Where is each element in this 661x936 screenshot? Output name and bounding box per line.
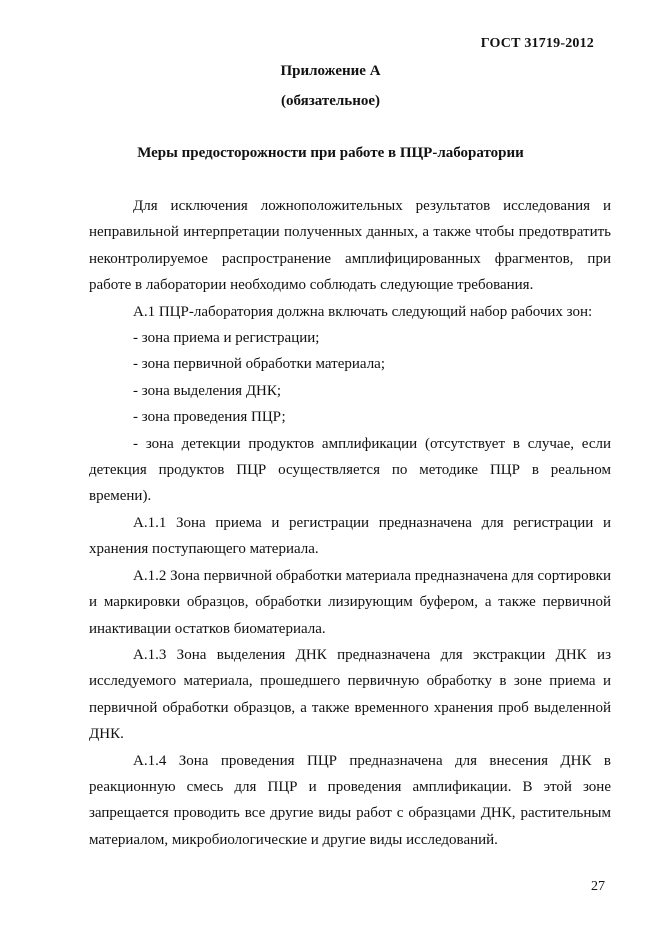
body-text: [89, 193, 611, 853]
zone-list-item: - зона детекции продуктов амплификации (отсутствует в случае, если детекция продуктов ПЦР осуществляется по методике ПЦР в реальном времени).: [89, 435, 611, 505]
annex-title: Приложение А: [280, 63, 381, 79]
clause-a1-4: А.1.4 Зона проведения ПЦР предназначена для внесения ДНК в реакционную смесь для ПЦР и проведения амплификации. В этой зоне запрещается проводить все другие виды работ с образцами ДНК, растительным материалом, микробиологические и другие виды исследований.: [89, 752, 611, 848]
clause-a1-1: А.1.1 Зона приема и регистрации предназначена для регистрации и хранения поступающего материала.: [89, 514, 611, 558]
clause-a1-2: А.1.2 Зона первичной обработки материала предназначена для сортировки и маркировки образцов, обработки лизирующим буфером, а также первичной инактивации остатков биоматериала.: [89, 567, 611, 637]
zone-list-item: - зона приема и регистрации;: [133, 330, 320, 347]
zone-list-item: - зона проведения ПЦР;: [133, 409, 286, 426]
section-title: Меры предосторожности при работе в ПЦР-лаборатории: [137, 145, 524, 161]
page-number: 27: [591, 879, 605, 894]
intro-paragraph: Для исключения ложноположительных результатов исследования и неправильной интерпретации полученных данных, а также чтобы предотвратить неконтролируемое распространение амплифицированных фрагментов, при работе в лаборатории необходимо соблюдать следующие требования.: [89, 198, 611, 294]
clause-a1-3: А.1.3 Зона выделения ДНК предназначена для экстракции ДНК из исследуемого материала, прошедшего первичную обработку в зоне приема и первичной обработки образцов, а также временного хранения проб выделенной ДНК.: [89, 646, 611, 743]
zone-list-item: - зона выделения ДНК;: [133, 382, 282, 399]
annex-status: (обязательное): [280, 93, 381, 109]
zone-list-item: - зона первичной обработки материала;: [133, 356, 386, 373]
standard-code: ГОСТ 31719-2012: [480, 36, 594, 51]
clause-a1: А.1 ПЦР-лаборатория должна включать следующий набор рабочих зон:: [133, 303, 593, 320]
